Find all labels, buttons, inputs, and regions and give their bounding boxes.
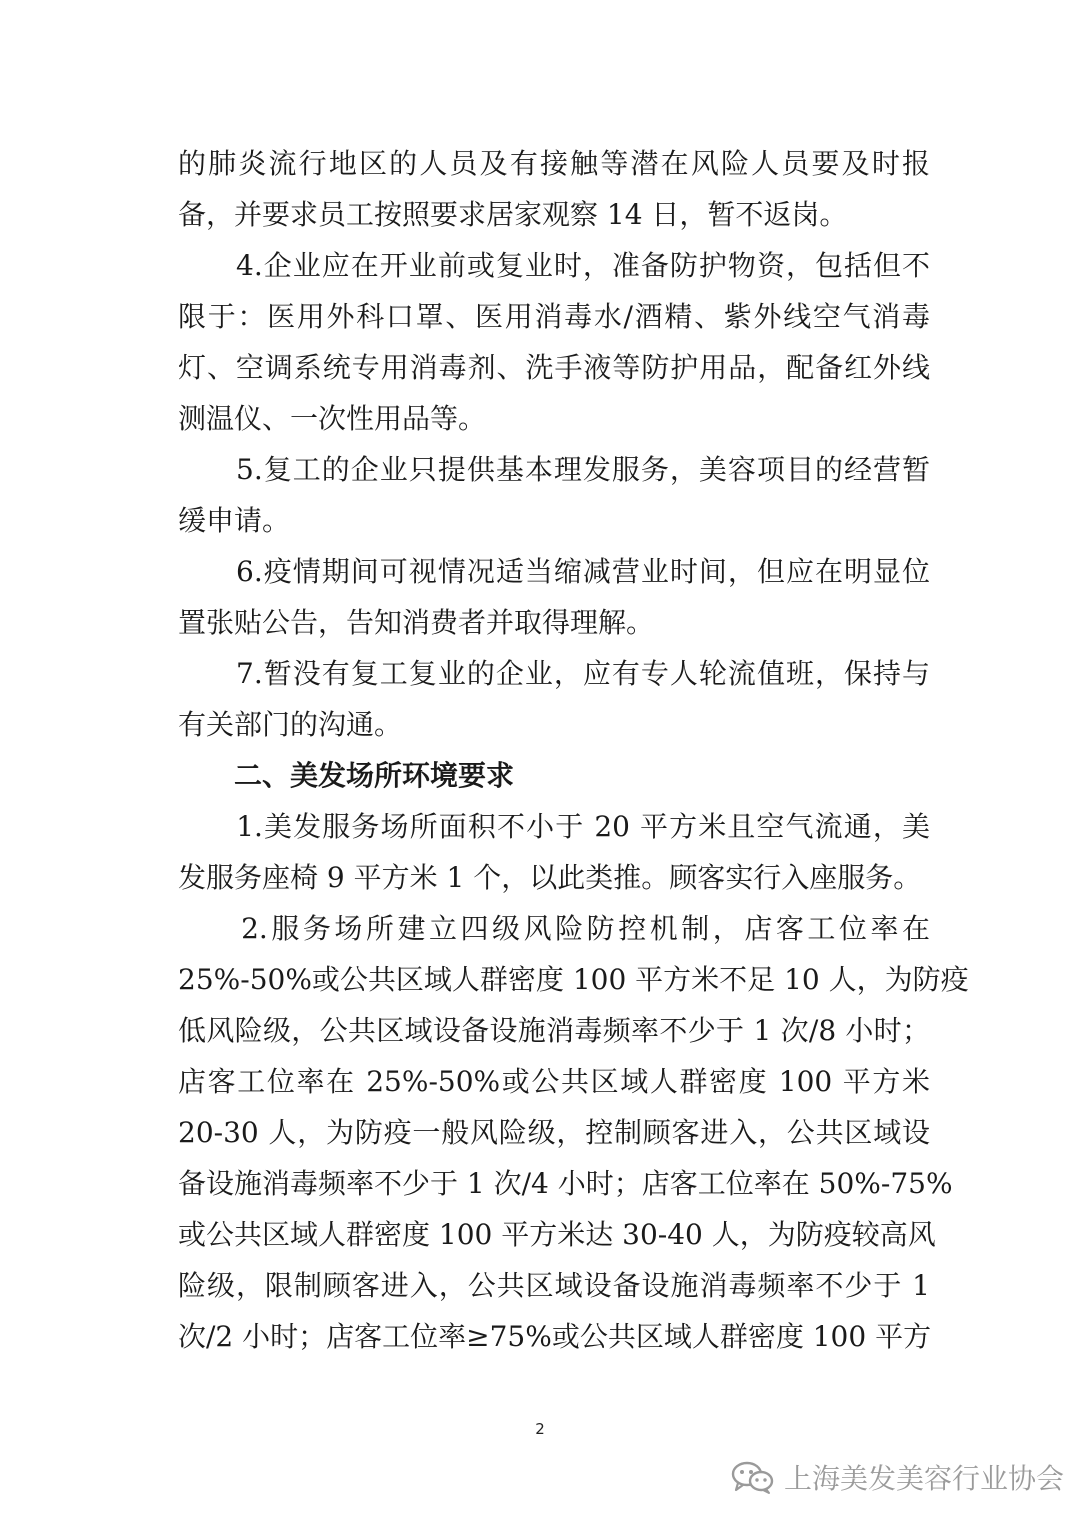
text-line: 或公共区域人群密度 100 平方米达 30-40 人，为防疫较高风	[178, 1218, 936, 1251]
text-line: 1.美发服务场所面积不小于 20 平方米且空气流通，美	[178, 810, 930, 843]
text-line: 2.服务场所建立四级风险防控机制，店客工位率在	[178, 912, 930, 945]
document-body	[178, 138, 969, 1362]
text-line: 低风险级，公共区域设备设施消毒频率不少于 1 次/8 小时；	[178, 1014, 930, 1047]
text-line: 20-30 人，为防疫一般风险级，控制顾客进入，公共区域设	[178, 1116, 930, 1149]
text-line: 限于：医用外科口罩、医用消毒水/酒精、紫外线空气消毒	[178, 300, 930, 333]
text-line: 置张贴公告，告知消费者并取得理解。	[178, 606, 655, 639]
text-line: 备，并要求员工按照要求居家观察 14 日，暂不返岗。	[178, 198, 848, 231]
page-number: 2	[535, 1420, 545, 1438]
text-line: 6.疫情期间可视情况适当缩减营业时间，但应在明显位	[178, 555, 930, 588]
text-line: 店客工位率在 25%-50%或公共区域人群密度 100 平方米	[178, 1065, 930, 1098]
text-line: 缓申请。	[178, 504, 291, 537]
text-line: 险级，限制顾客进入，公共区域设备设施消毒频率不少于 1	[178, 1269, 930, 1302]
text-line: 7.暂没有复工复业的企业，应有专人轮流值班，保持与	[178, 657, 930, 690]
text-line: 有关部门的沟通。	[178, 708, 403, 741]
section-heading: 二、美发场所环境要求	[178, 759, 515, 792]
text-line: 灯、空调系统专用消毒剂、洗手液等防护用品，配备红外线	[178, 351, 930, 384]
watermark	[730, 1457, 1064, 1497]
text-line: 备设施消毒频率不少于 1 次/4 小时；店客工位率在 50%-75%	[178, 1167, 953, 1200]
text-line: 25%-50%或公共区域人群密度 100 平方米不足 10 人，为防疫	[178, 963, 969, 996]
text-line: 次/2 小时；店客工位率≥75%或公共区域人群密度 100 平方	[178, 1320, 932, 1353]
text-line: 4.企业应在开业前或复业时，准备防护物资，包括但不	[178, 249, 930, 282]
text-line: 的肺炎流行地区的人员及有接触等潜在风险人员要及时报	[178, 147, 930, 180]
text-line: 测温仪、一次性用品等。	[178, 402, 487, 435]
text-line: 发服务座椅 9 平方米 1 个，以此类推。顾客实行入座服务。	[178, 861, 922, 894]
text-line: 5.复工的企业只提供基本理发服务，美容项目的经营暂	[178, 453, 930, 486]
watermark-text: 上海美发美容行业协会	[784, 1462, 1065, 1495]
wechat-icon	[730, 1459, 774, 1495]
